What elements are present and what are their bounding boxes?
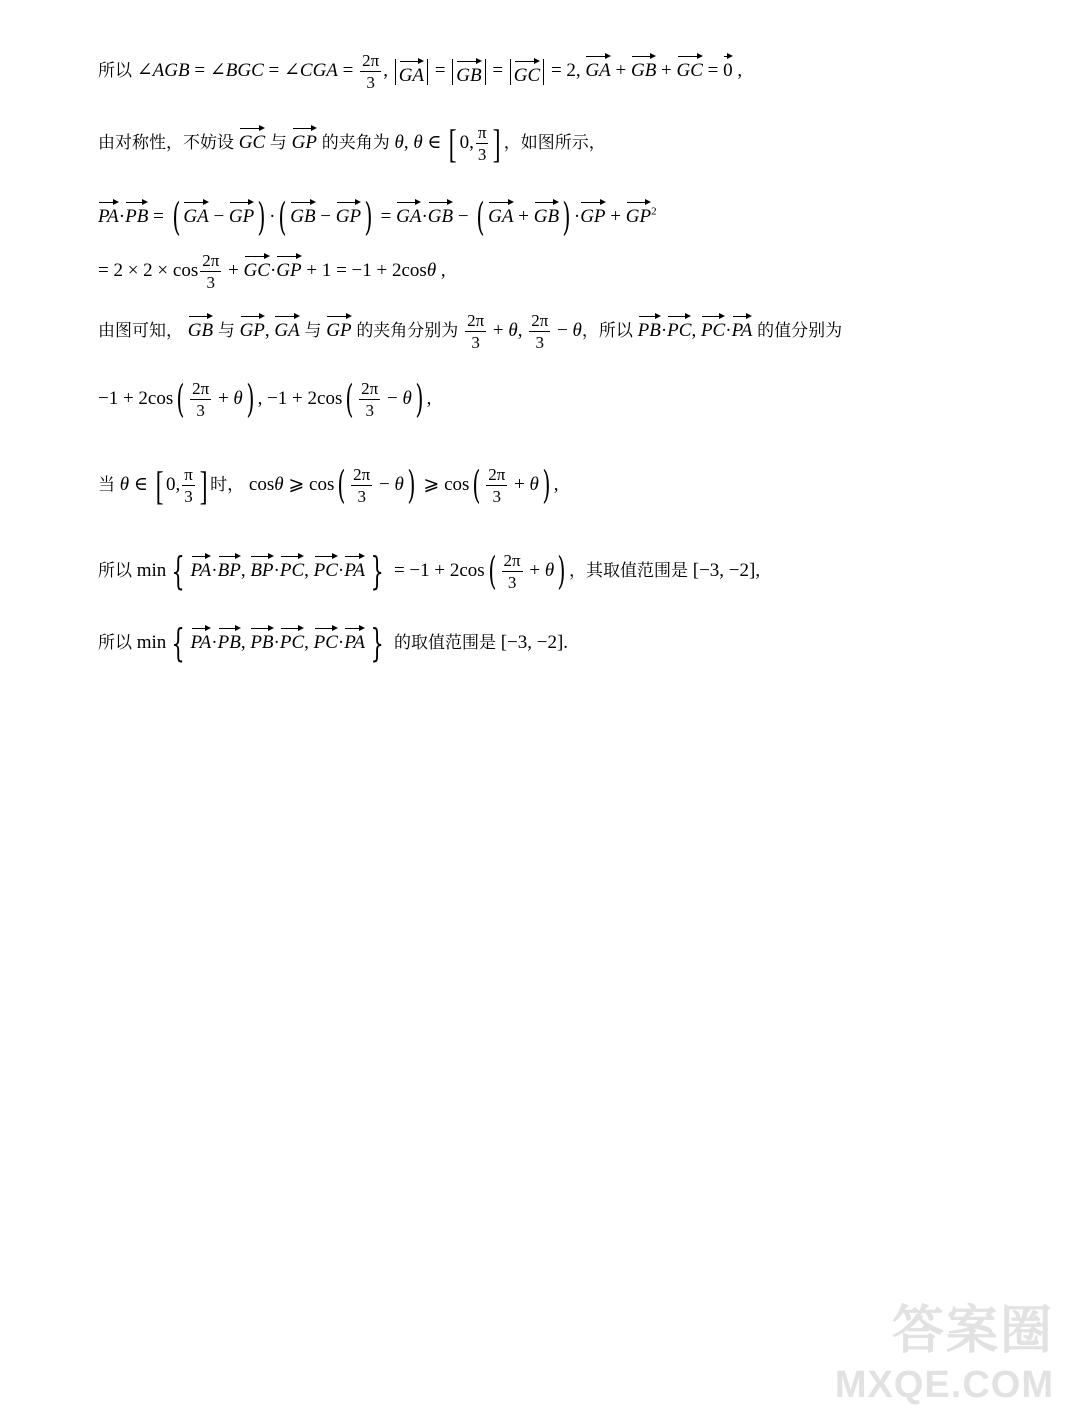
watermark-url: MXQE.COM (834, 1364, 1054, 1406)
line-5: 由图可知， GB 与 GP, GA 与 GP 的夹角分别为 $\frac{2\pi}{3}$ + θ, $\frac{2\pi}{3}$ − θ，所以 PB·PC, PC·PA 的值分别为 (98, 311, 843, 352)
line-6: −1 + 2cos( $\frac{2\pi}{3}$ + θ) , −1 + 2cos( $\frac{2\pi}{3}$ − θ) , (98, 377, 432, 422)
range-1: [−3, −2] (692, 559, 756, 581)
line-8: 所以 min { PA·BP, BP·PC, PC·PA } = −1 + 2cos( $\frac{2\pi}{3}$ + θ) ，其取值范围是 [−3, −2], (98, 549, 761, 594)
line-4: = 2 × 2 × cos $\frac{2\pi}{3}$ + GC·GP + 1 = −1 + 2cosθ , (98, 251, 446, 292)
line-7: 当 θ ∈ [ 0, $\frac{\pi}{3}$ ] 时， cosθ ⩾ cos( $\frac{2\pi}{3}$ − θ) ⩾ cos( $\frac{2\pi}{3}$ + θ) , (98, 462, 559, 508)
line-2: 由对称性，不妨设 GC 与 GP 的夹角为 θ, θ ∈ [ 0, $\frac{\pi}{3}$ ] ，如图所示， (98, 120, 606, 166)
range-2: [−3, −2] (500, 632, 564, 653)
line-1: 所以 ∠AGB = ∠BGC = ∠CGA = $\frac{2\pi}{3}$ , GA = GB = GC = 2, GA + GB + GC = 0 , (98, 51, 743, 92)
line-3: PA·PB = ( GA − GP) ·( GB − GP) = GA·GB − ( GA + $GB) \cdot GP + GP^2$ (98, 195, 657, 240)
watermark-logo: 答案圈 (891, 1302, 1054, 1360)
line-9: 所以 min { PA·PB, PB·PC, PC·PA } 的取值范围是 [−3, −2]. (98, 621, 569, 666)
